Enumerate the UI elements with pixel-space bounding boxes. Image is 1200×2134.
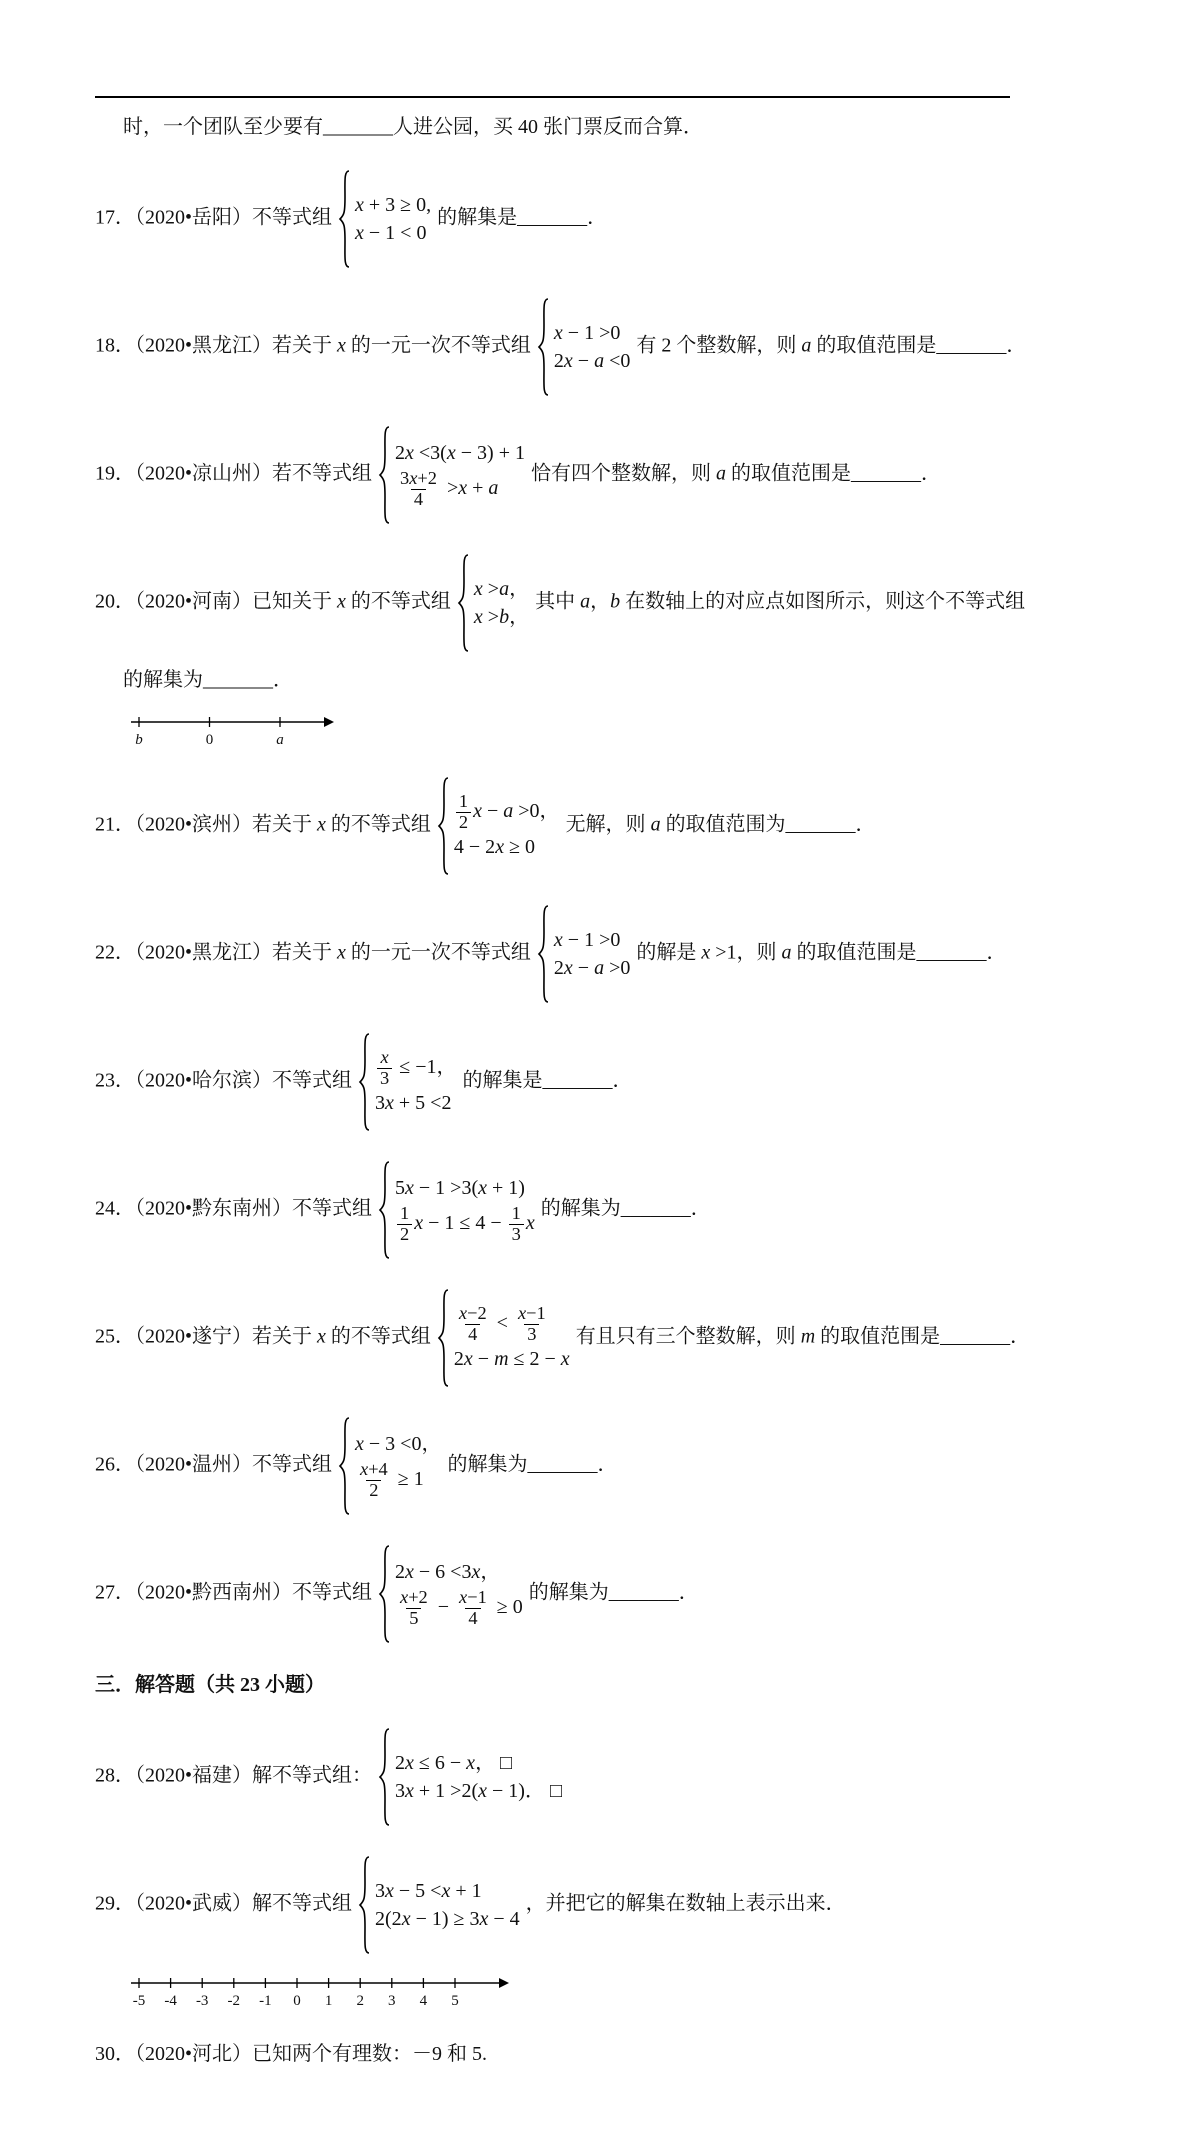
system-line: 3x + 5 <2 <box>375 1092 452 1115</box>
denominator: 5 <box>406 1608 421 1629</box>
tick-label: -2 <box>227 1993 241 2009</box>
problem-17 <box>95 167 1105 271</box>
header-rule <box>95 96 1010 98</box>
system-lines <box>390 1160 535 1260</box>
problem-18 <box>95 295 1105 399</box>
system-line: 2x − 6 <3x， <box>395 1560 501 1583</box>
left-brace-icon <box>338 169 350 269</box>
text-run: 有且只有三个整数解，则 m 的取值范围是_______． <box>575 1325 1031 1348</box>
number-line-ab <box>123 706 338 750</box>
text-run: 的解集为_______． <box>540 1197 711 1220</box>
denominator: 4 <box>411 489 426 510</box>
tick-label: b <box>135 732 143 748</box>
fraction <box>357 1460 391 1501</box>
text-run: 27．（2020•黔西南州）不等式组 <box>95 1581 373 1604</box>
left-brace-icon <box>378 1727 390 1827</box>
numerator: x <box>380 1046 389 1067</box>
fraction <box>397 469 440 510</box>
text-run: 的解集为_______． <box>528 1581 699 1604</box>
inequality-system <box>358 1032 456 1132</box>
fraction <box>377 1048 392 1089</box>
system-line: x − 1 >0 <box>553 928 621 951</box>
system-line: 3x + 1 >2(x − 1)． □ <box>395 1779 563 1802</box>
text-run: 26．（2020•温州）不等式组 <box>95 1453 333 1476</box>
system-lines <box>549 904 630 1004</box>
text-run: 22．（2020•黑龙江）若关于 x 的一元一次不等式组 <box>95 941 531 964</box>
problem-24 <box>95 1158 1105 1262</box>
problem-21 <box>95 774 1105 878</box>
problem-26 <box>95 1414 1105 1518</box>
text-run: 20．（2020•河南）已知关于 x 的不等式组 <box>95 590 451 613</box>
system-lines <box>390 425 525 525</box>
inequality-system <box>437 1288 570 1388</box>
tick-label: 3 <box>388 1993 396 2009</box>
denominator: 3 <box>509 1224 524 1245</box>
inequality-system <box>338 1416 441 1516</box>
problem-20-continuation <box>95 665 1105 696</box>
problem-28 <box>95 1725 1105 1829</box>
problem-22 <box>95 902 1105 1006</box>
text-run: 恰有四个整数解，则 a 的取值范围是_______． <box>530 462 941 485</box>
numerator: x−1 <box>517 1302 546 1323</box>
fraction <box>397 1204 412 1245</box>
system-line: $\frac{x}{3}$ ≤ −1， <box>375 1048 456 1089</box>
system-line: 2x − a <0 <box>553 349 631 372</box>
denominator: 2 <box>397 1224 412 1245</box>
inequality-system <box>358 1855 520 1955</box>
system-line: 2x − a >0 <box>553 956 631 979</box>
tick-label: 5 <box>451 1993 459 2009</box>
fraction <box>456 1588 490 1629</box>
system-line: $\frac{1}{2}$ x − a >0， <box>454 792 560 833</box>
system-lines <box>449 1288 570 1388</box>
inequality-system <box>457 553 529 653</box>
inequality-system <box>537 904 630 1004</box>
numerator: x+2 <box>400 1586 428 1607</box>
system-line: x >a， <box>473 577 530 600</box>
system-line: 4 − 2x ≥ 0 <box>453 836 536 859</box>
system-line: 2x ≤ 6 − x， □ <box>395 1751 513 1774</box>
inequality-system <box>378 1544 523 1644</box>
numerator: 1 <box>458 790 469 811</box>
system-line: x − 1 < 0 <box>355 221 427 244</box>
denominator: 2 <box>366 1480 381 1501</box>
axis-arrow <box>499 1978 509 1988</box>
system-line: $\frac{x+2}{5}$ − $\frac{x-1}{4}$ ≥ 0 <box>395 1588 523 1629</box>
text-run: 19．（2020•凉山州）若不等式组 <box>95 462 373 485</box>
system-lines <box>370 1855 520 1955</box>
denominator: 3 <box>377 1068 392 1089</box>
system-line: $\frac{1}{2}$ x − 1 ≤ 4 − $\frac{1}{3}$ x <box>395 1204 535 1245</box>
denominator: 2 <box>456 812 471 833</box>
system-lines <box>390 1727 562 1827</box>
tick-label: 4 <box>419 1993 428 2009</box>
text-run: 的解是 x >1，则 a 的取值范围是_______． <box>636 941 1007 964</box>
document-content <box>95 112 1105 2070</box>
left-brace-icon <box>378 1544 390 1644</box>
system-line: 2x − m ≤ 2 − x <box>453 1348 570 1371</box>
system-line: x − 3 <0， <box>355 1432 442 1455</box>
left-brace-icon <box>378 1160 390 1260</box>
text-run: 三．解答题（共 23 小题） <box>95 1674 325 1696</box>
numerator: 1 <box>400 1202 410 1223</box>
tick-label: 2 <box>356 1993 364 2009</box>
system-line: 2(2x − 1) ≥ 3x − 4 <box>375 1907 520 1930</box>
left-brace-icon <box>358 1032 370 1132</box>
text-run: 28．（2020•福建）解不等式组： <box>95 1764 373 1787</box>
text-run: 17．（2020•岳阳）不等式组 <box>95 206 333 229</box>
left-brace-icon <box>537 297 549 397</box>
system-line: $\frac{x-2}{4}$ < $\frac{x-1}{3}$ <box>454 1304 570 1345</box>
fraction <box>515 1304 549 1345</box>
system-line: $\frac{x+4}{2}$ ≥ 1 <box>355 1460 441 1501</box>
problem-30 <box>95 2039 1105 2070</box>
text-run: 的解集为_______． <box>123 669 293 691</box>
tick-label: -3 <box>195 1993 209 2009</box>
text-run: 的解集为_______． <box>447 1453 618 1476</box>
system-lines <box>390 1544 523 1644</box>
tick-label: 1 <box>324 1993 333 2009</box>
system-lines <box>449 776 560 876</box>
axis-arrow <box>324 717 334 727</box>
tick-label: -4 <box>164 1993 177 2009</box>
system-line: x + 3 ≥ 0, <box>355 193 432 216</box>
text-run: 无解，则 a 的取值范围为_______． <box>565 813 876 836</box>
fraction <box>509 1204 524 1245</box>
system-line: x − 1 >0 <box>553 321 621 344</box>
tick-label: -5 <box>132 1993 146 2009</box>
text-run: 29．（2020•武威）解不等式组 <box>95 1892 353 1915</box>
denominator: 3 <box>524 1324 539 1345</box>
numerator: 1 <box>511 1202 521 1223</box>
system-line: x >b， <box>473 605 530 628</box>
text-run: 24．（2020•黔东南州）不等式组 <box>95 1197 373 1220</box>
inequality-system <box>338 169 431 269</box>
tick-label: a <box>276 732 284 748</box>
intro-line <box>95 112 1105 143</box>
number-line-integers <box>123 1967 513 2015</box>
inequality-system <box>378 425 525 525</box>
text-run: 30．（2020•河北）已知两个有理数：－9 和 5. <box>95 2043 488 2065</box>
system-lines <box>350 1416 441 1516</box>
left-brace-icon <box>537 904 549 1004</box>
fraction <box>397 1588 431 1629</box>
tick-label: -1 <box>259 1993 272 2009</box>
text-run: 23．（2020•哈尔滨）不等式组 <box>95 1069 353 1092</box>
system-lines <box>469 553 529 653</box>
left-brace-icon <box>358 1855 370 1955</box>
problem-19 <box>95 423 1105 527</box>
system-line: $\frac{3x+2}{4}$ >x + a <box>395 469 525 510</box>
numerator: x−2 <box>458 1302 487 1323</box>
numerator: x−1 <box>459 1586 487 1607</box>
left-brace-icon <box>437 776 449 876</box>
system-line: 2x <3(x − 3) + 1 <box>395 441 525 464</box>
section-heading <box>95 1670 1105 1701</box>
problem-25 <box>95 1286 1105 1390</box>
problem-20 <box>95 551 1105 655</box>
text-run: 的解集是_______． <box>437 206 608 229</box>
left-brace-icon <box>338 1416 350 1516</box>
text-run: 其中 a，b 在数轴上的对应点如图所示，则这个不等式组 <box>535 590 1026 613</box>
denominator: 4 <box>465 1324 480 1345</box>
text-run: ，并把它的解集在数轴上表示出来． <box>525 1892 846 1915</box>
inequality-system <box>437 776 560 876</box>
system-lines <box>370 1032 456 1132</box>
problem-29 <box>95 1853 1105 1957</box>
numerator: x+4 <box>360 1458 388 1479</box>
text-run: 25．（2020•遂宁）若关于 x 的不等式组 <box>95 1325 431 1348</box>
left-brace-icon <box>457 553 469 653</box>
problem-23 <box>95 1030 1105 1134</box>
tick-label: 0 <box>293 1993 301 2009</box>
denominator: 4 <box>465 1608 480 1629</box>
system-line: 5x − 1 >3(x + 1) <box>395 1176 525 1199</box>
text-run: 有 2 个整数解，则 a 的取值范围是_______． <box>636 334 1027 357</box>
numerator: 3x+2 <box>400 467 437 488</box>
system-lines <box>549 297 630 397</box>
left-brace-icon <box>437 1288 449 1388</box>
text-run: 时，一个团队至少要有_______人进公园，买 40 张门票反而合算． <box>123 116 703 138</box>
text-run: 21．（2020•滨州）若关于 x 的不等式组 <box>95 813 431 836</box>
problem-27 <box>95 1542 1105 1646</box>
fraction <box>456 1304 490 1345</box>
text-run: 18．（2020•黑龙江）若关于 x 的一元一次不等式组 <box>95 334 531 357</box>
inequality-system <box>378 1160 535 1260</box>
inequality-system <box>537 297 630 397</box>
system-lines <box>350 169 431 269</box>
tick-label: 0 <box>205 732 214 748</box>
fraction <box>456 792 471 833</box>
inequality-system <box>378 1727 562 1827</box>
left-brace-icon <box>378 425 390 525</box>
system-line: 3x − 5 <x + 1 <box>375 1879 482 1902</box>
text-run: 的解集是_______． <box>462 1069 633 1092</box>
